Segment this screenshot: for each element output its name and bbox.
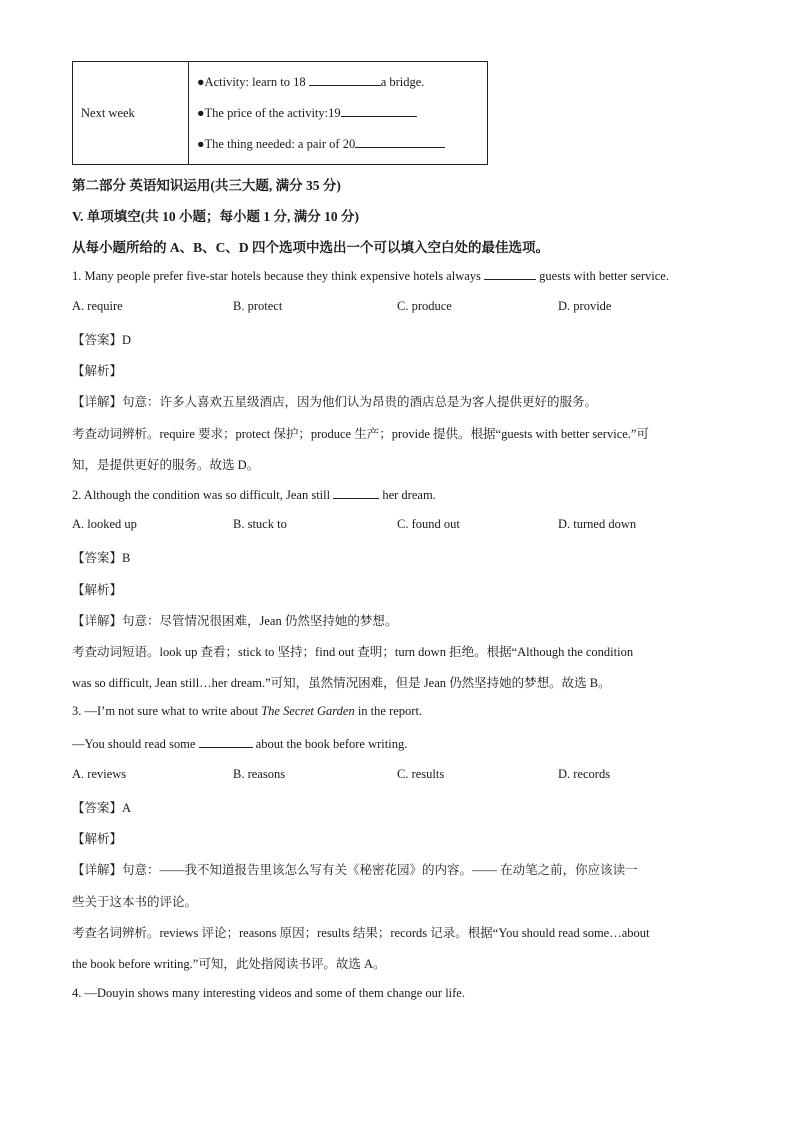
q2-detail-2: 考查动词短语。look up 查看；stick to 坚持；find out 查明；turn down 拒绝。根据“Although the condition bbox=[72, 645, 634, 659]
row-label-next-week: Next week bbox=[73, 62, 189, 165]
q1-detail-3: 知，是提供更好的服务。故选 D。 bbox=[72, 458, 260, 472]
bullet-cell bbox=[189, 62, 488, 165]
question-3-stem: 3. —I’m not sure what to write about The Secret Garden in the report. bbox=[72, 704, 423, 718]
q3-detail-3: 考查名词辨析。reviews 评论；reasons 原因；results 结果；records 记录。根据“You should read some…about bbox=[72, 926, 650, 940]
q1-option-b: B. protect bbox=[233, 299, 283, 313]
q3-option-d: D. records bbox=[558, 767, 611, 781]
q2-option-b: B. stuck to bbox=[233, 517, 287, 531]
question-3-stem-2: —You should read some about the book before writing. bbox=[72, 737, 408, 751]
q1-option-d: D. provide bbox=[558, 299, 612, 313]
q2-detail-3: was so difficult, Jean still…her dream.”可知，虽然情况困难，但是 Jean 仍然坚持她的梦想。故选 B。 bbox=[72, 676, 611, 690]
q1-option-c: C. produce bbox=[397, 299, 452, 313]
q3-detail-2: 些关于这本书的评论。 bbox=[72, 895, 198, 909]
q3-option-c: C. results bbox=[397, 767, 445, 781]
q3-detail-1: 【详解】句意：——我不知道报告里该怎么写有关《秘密花园》的内容。—— 在动笔之前，你应该读一 bbox=[72, 863, 638, 877]
question-2-stem: 2. Although the condition was so difficult, Jean still her dream. bbox=[72, 488, 436, 502]
blank-18 bbox=[309, 73, 381, 86]
activity-table bbox=[72, 61, 488, 165]
bullet-price: ●The price of the activity:19 bbox=[197, 98, 487, 129]
blank-19 bbox=[341, 104, 417, 117]
question-1-stem: 1. Many people prefer five-star hotels because they think expensive hotels always guests with better service. bbox=[72, 269, 669, 283]
q3-analysis-label: 【解析】 bbox=[72, 832, 123, 846]
q2-option-d: D. turned down bbox=[558, 517, 637, 531]
q1-blank bbox=[484, 267, 536, 280]
q3-option-a: A. reviews bbox=[72, 767, 127, 781]
sub-title: V. 单项填空(共 10 小题；每小题 1 分, 满分 10 分) bbox=[72, 209, 359, 224]
bullet-thing: ●The thing needed: a pair of 20 bbox=[197, 129, 487, 160]
q3-blank bbox=[199, 735, 253, 748]
q2-analysis-label: 【解析】 bbox=[72, 583, 123, 597]
q1-detail-1: 【详解】句意：许多人喜欢五星级酒店，因为他们认为昂贵的酒店总是为客人提供更好的服务。 bbox=[72, 395, 598, 409]
q3-answer: 【答案】A bbox=[72, 801, 132, 815]
q1-detail-2: 考查动词辨析。require 要求；protect 保护；produce 生产；provide 提供。根据“guests with better service.”可 bbox=[72, 427, 649, 441]
q2-blank bbox=[333, 486, 379, 499]
q1-analysis-label: 【解析】 bbox=[72, 364, 123, 378]
instruction: 从每小题所给的 A、B、C、D 四个选项中选出一个可以填入空白处的最佳选项。 bbox=[72, 240, 550, 255]
q3-option-b: B. reasons bbox=[233, 767, 286, 781]
q2-answer: 【答案】B bbox=[72, 551, 131, 565]
q1-option-a: A. require bbox=[72, 299, 123, 313]
blank-20 bbox=[355, 135, 445, 148]
q1-answer: 【答案】D bbox=[72, 333, 132, 347]
q2-option-a: A. looked up bbox=[72, 517, 137, 531]
q2-detail-1: 【详解】句意：尽管情况很困难，Jean 仍然坚持她的梦想。 bbox=[72, 614, 398, 628]
bullet-activity: ●Activity: learn to 18 a bridge. bbox=[197, 74, 425, 89]
book-title: The Secret Garden bbox=[261, 704, 355, 718]
q3-detail-4: the book before writing.”可知，此处指阅读书评。故选 A。 bbox=[72, 957, 386, 971]
question-4-stem: 4. —Douyin shows many interesting videos and some of them change our life. bbox=[72, 986, 465, 1000]
q2-option-c: C. found out bbox=[397, 517, 460, 531]
part-title: 第二部分 英语知识运用(共三大题, 满分 35 分) bbox=[72, 178, 341, 193]
